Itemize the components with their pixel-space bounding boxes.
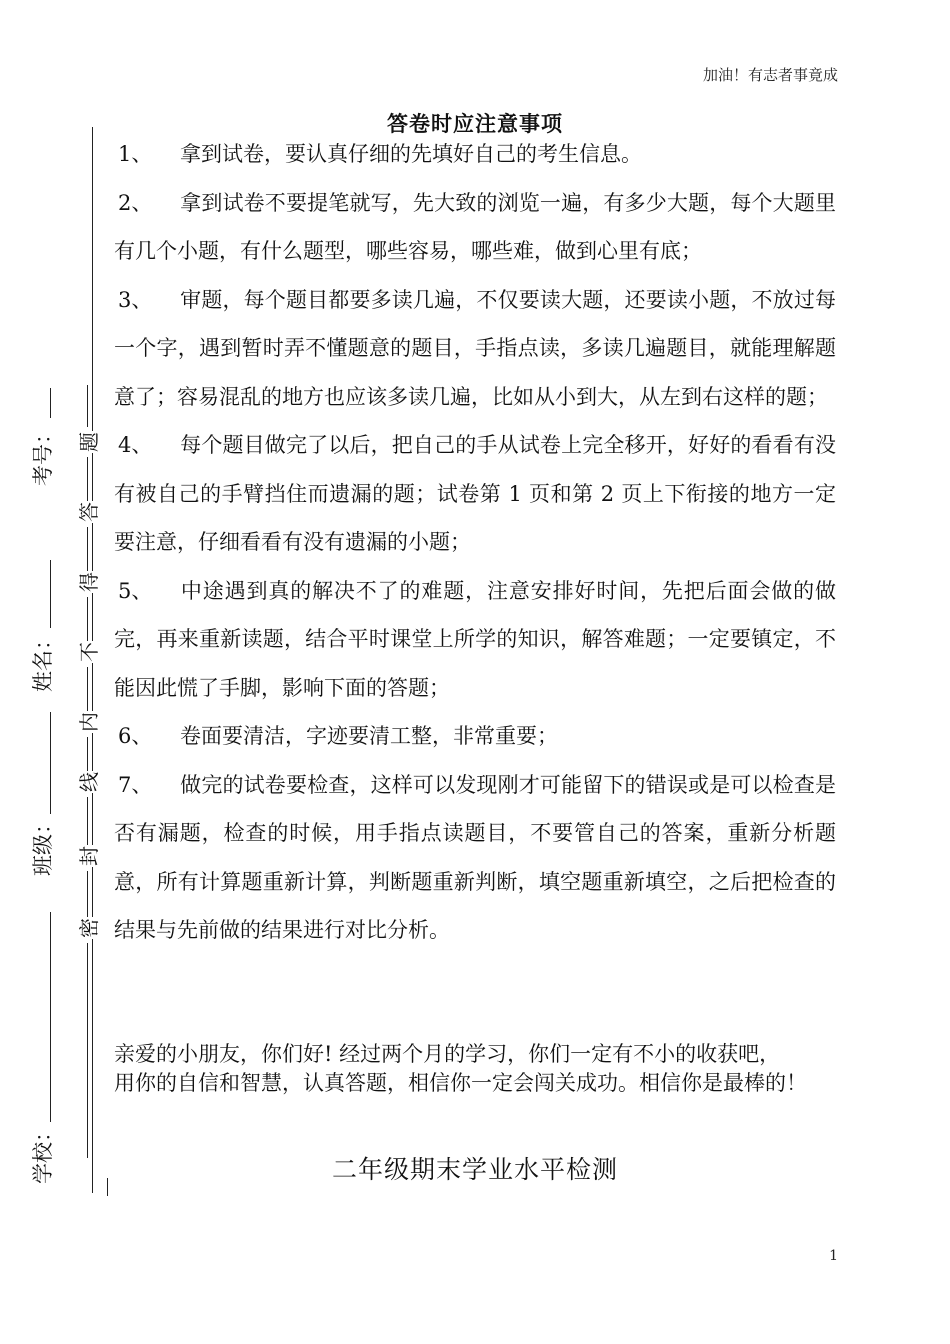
- item-number: 1、: [118, 142, 153, 166]
- notice-body: [114, 130, 836, 955]
- notice-item-2: [114, 179, 836, 276]
- school-label: 学校：: [31, 1121, 55, 1184]
- notice-item-3: [114, 276, 836, 422]
- item-number: 6、: [118, 724, 153, 748]
- seal-line-segment: [87, 527, 88, 571]
- name-label: 姓名：: [31, 629, 55, 692]
- notice-item-5: [114, 567, 836, 713]
- notice-item-1: [114, 130, 836, 179]
- notice-item-7: [114, 761, 836, 955]
- exam-number-label: 考号：: [31, 423, 55, 486]
- seal-char-bu: 不: [77, 642, 101, 662]
- seal-line-segment: [87, 667, 88, 711]
- seal-line-segment: [87, 943, 88, 1158]
- greeting-line-1: 亲爱的小朋友，你们好! 经过两个月的学习，你们一定有不小的收获吧，: [114, 1042, 781, 1066]
- item-text: 中途遇到真的解决不了的难题，注意安排好时间，先把后面会做的做完，再来重新读题，结合平时课堂上所学的知识，解答难题；一定要镇定，不能因此慌了手脚，影响下面的答题；: [114, 578, 836, 700]
- seal-char-de: 得: [77, 572, 101, 592]
- item-number: 7、: [118, 772, 153, 797]
- seal-line-segment: [87, 871, 88, 917]
- seal-line-segment: [87, 385, 88, 427]
- item-number: 3、: [118, 287, 153, 312]
- item-text: 卷面要清洁，字迹要清工整，非常重要；: [180, 724, 558, 748]
- school-underline[interactable]: [50, 912, 51, 1122]
- class-label: 班级：: [31, 813, 55, 876]
- seal-char-xian: 线: [77, 772, 101, 792]
- seal-char-da: 答: [77, 502, 101, 522]
- seal-line-segment: [87, 457, 88, 501]
- greeting-message: [114, 1040, 844, 1098]
- item-number: 2、: [118, 190, 153, 215]
- seal-char-nei: 内: [77, 712, 101, 732]
- seal-char-ti: 题: [77, 432, 101, 452]
- name-underline[interactable]: [50, 560, 51, 628]
- seal-char-mi: 密: [77, 918, 101, 938]
- item-text: 审题，每个题目都要多读几遍，不仅要读大题，还要读小题，不放过每一个字，遇到暂时弄不懂题意的题目，手指点读，多读几遍题目，就能理解题意了；容易混乱的地方也应该多读几遍，比如从小到大，从左到右这样的题；: [114, 287, 836, 409]
- exam-title: 二年级期末学业水平检测: [331, 1155, 618, 1184]
- item-text: 拿到试卷，要认真仔细的先填好自己的考生信息。: [180, 142, 642, 166]
- seal-line-segment: [87, 597, 88, 641]
- notice-item-4: [114, 421, 836, 567]
- notice-item-6: [114, 712, 836, 761]
- class-underline[interactable]: [50, 712, 51, 814]
- item-text: 做完的试卷要检查，这样可以发现刚才可能留下的错误或是可以检查是否有漏题，检查的时候，用手指点读题目，不要管自己的答案，重新分析题意，所有计算题重新计算，判断题重新判断，填空题重新填空，之后把检查的结果与先前做的结果进行对比分析。: [114, 772, 836, 942]
- seal-char-feng: 封: [77, 846, 101, 866]
- item-text: 拿到试卷不要提笔就写，先大致的浏览一遍，有多少大题，每个大题里有几个小题，有什么题型，哪些容易，哪些难，做到心里有底；: [114, 190, 836, 263]
- page-number: 1: [829, 1248, 838, 1264]
- exam-number-underline[interactable]: [50, 388, 51, 418]
- seal-line-segment: [87, 797, 88, 845]
- item-number: 5、: [118, 578, 153, 603]
- binding-tick: [107, 1178, 108, 1196]
- seal-line-segment: [87, 737, 88, 771]
- item-text: 每个题目做完了以后，把自己的手从试卷上完全移开，好好的看看有没有被自己的手臂挡住而遗漏的题；试卷第 1 页和第 2 页上下衔接的地方一定要注意，仔细看看有没有遗漏的小题；: [114, 433, 836, 554]
- header-motto: 加油！有志者事竟成: [702, 66, 838, 84]
- greeting-line-2: 用你的自信和智慧，认真答题，相信你一定会闯关成功。相信你是最棒的！: [114, 1071, 807, 1095]
- item-number: 4、: [118, 433, 153, 457]
- notice-title: 答卷时应注意事项: [387, 111, 563, 136]
